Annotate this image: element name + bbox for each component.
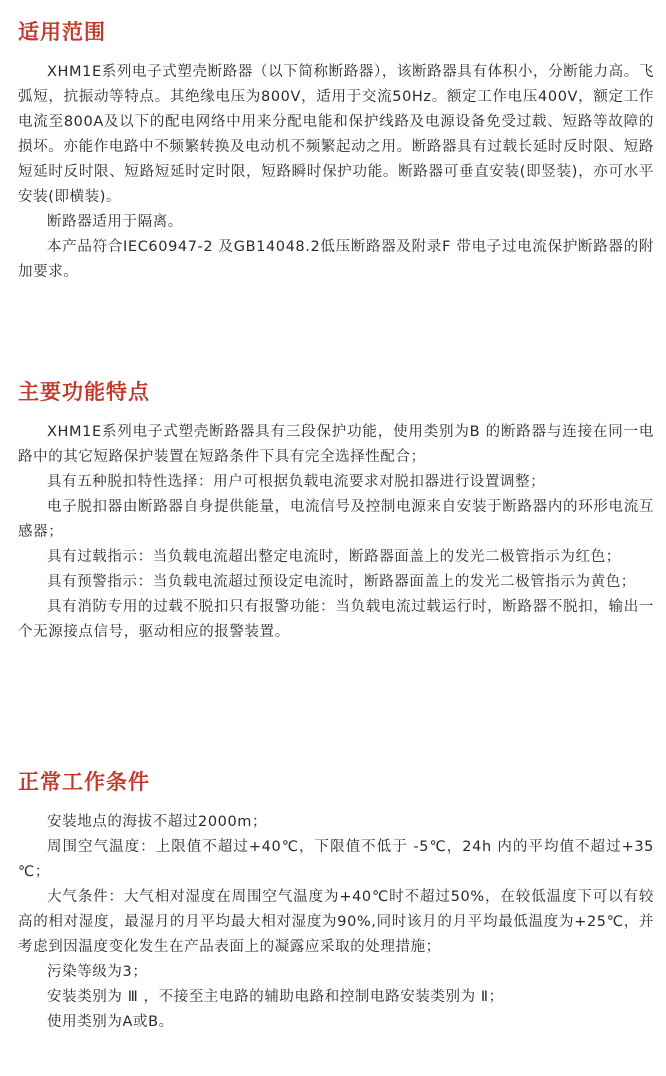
paragraph: 安装地点的海拔不超过2000m； — [47, 814, 268, 830]
paragraph: 安装类别为 Ⅲ ，不接至主电路的辅助电路和控制电路安装类别为 Ⅱ； — [47, 989, 504, 1005]
paragraph: 具有消防专用的过载不脱扣只有报警功能：当负载电流过载运行时，断路器不脱扣，输出一个无源接点信号，驱动相应的报警装置。 — [18, 599, 654, 640]
paragraph: 周围空气温度：上限值不超过+40℃，下限值不低于 -5℃，24h 内的平均值不超过+35 ℃； — [18, 839, 654, 880]
paragraph: XHM1E系列电子式塑壳断路器具有三段保护功能，使用类别为B 的断路器与连接在同一电路中的其它短路保护装置在短路条件下具有完全选择性配合； — [18, 424, 654, 465]
section-main-features — [18, 376, 654, 645]
section-title-working-conditions: 正常工作条件 — [18, 770, 150, 794]
paragraph: 具有五种脱扣特性选择：用户可根据负载电流要求对脱扣器进行设置调整； — [47, 474, 546, 490]
paragraph: 大气条件：大气相对湿度在周围空气温度为+40℃时不超过50%，在较低温度下可以有较高的相对湿度，最湿月的月平均最大相对湿度为90%,同时该月的月平均最低温度为+25℃，并考虑到因温度变化发生在产品表面上的凝露应采取的处理措施； — [18, 889, 654, 955]
paragraph: 具有预警指示：当负载电流超过预设定电流时，断路器面盖上的发光二极管指示为黄色； — [47, 574, 636, 590]
section-title-main-features: 主要功能特点 — [18, 380, 150, 404]
paragraph: 污染等级为3； — [47, 964, 148, 980]
paragraph: 断路器适用于隔离。 — [47, 214, 183, 230]
paragraph: 使用类别为A或B。 — [47, 1014, 174, 1030]
paragraph: 本产品符合IEC60947-2 及GB14048.2低压断路器及附录F 带电子过电流保护断路器的附加要求。 — [18, 239, 654, 280]
paragraph: 具有过载指示：当负载电流超出整定电流时，断路器面盖上的发光二极管指示为红色； — [47, 549, 621, 565]
paragraph: XHM1E系列电子式塑壳断路器（以下简称断路器），该断路器具有体积小，分断能力高。飞弧短，抗振动等特点。其绝缘电压为800V，适用于交流50Hz。额定工作电压400V，额定工作电流至800A及以下的配电网络中用来分配电能和保护线路及电源设备免受过载、短路等故障的损坏。亦能作电路中不频繁转换及电动机不频繁起动之用。断路器具有过载长延时反时限、短路短延时反时限、短路短延时定时限，短路瞬时保护功能。断路器可垂直安装(即竖装)，亦可水平安装(即横装)。 — [18, 64, 654, 205]
section-title-scope: 适用范围 — [18, 20, 106, 44]
section-scope — [18, 16, 654, 285]
paragraph: 电子脱扣器由断路器自身提供能量，电流信号及控制电源来自安装于断路器内的环形电流互感器； — [18, 499, 654, 540]
section-working-conditions — [18, 766, 654, 1035]
